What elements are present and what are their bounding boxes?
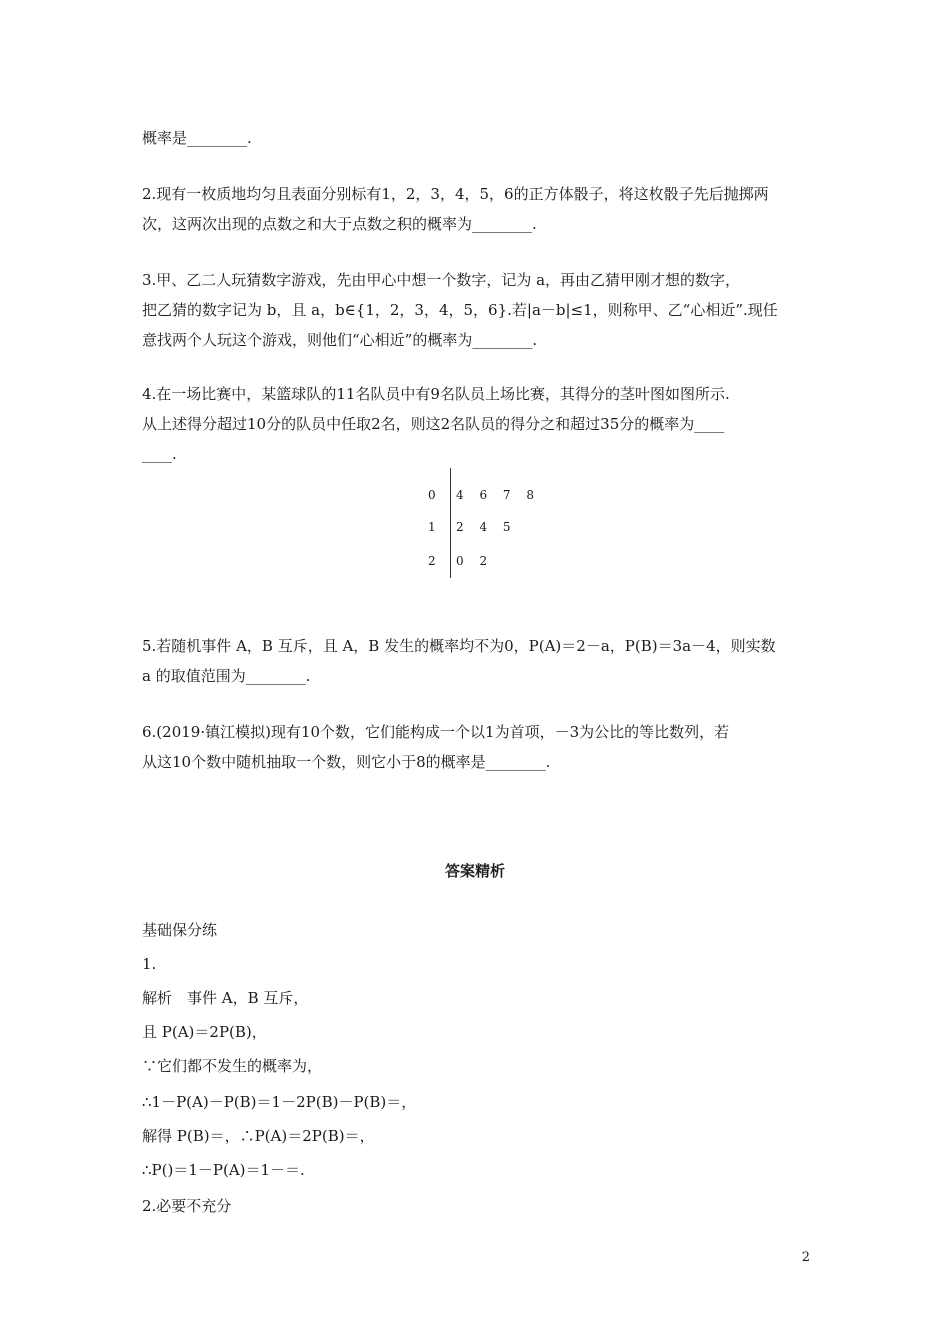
answer-line: 且 P(A)＝2P(B)，: [142, 1023, 267, 1041]
text-line: 6.(2019·镇江模拟)现有10个数，它们能构成一个以1为首项，－3为公比的等比数列，若: [142, 723, 730, 741]
stem-leaf-plot: [420, 468, 540, 578]
answer-title: 答案精析: [444, 862, 505, 880]
page-number: 2: [801, 1250, 810, 1265]
answer-line: 解析 事件 A，B 互斥，: [142, 989, 309, 1007]
leaves-1: 2 4 5: [456, 520, 517, 534]
text-line: 把乙猜的数字记为 b，且 a，b∈{1，2，3，4，5，6}.若|a－b|≤1，则称甲、乙“心相近”.现任: [142, 301, 778, 319]
text-line: ____.: [142, 445, 177, 463]
text-line: 概率是________.: [142, 129, 252, 147]
answer-line: 2.必要不充分: [142, 1197, 232, 1215]
stem-0: 0: [428, 488, 436, 502]
text-line: a 的取值范围为________.: [142, 667, 311, 685]
answer-line: 基础保分练: [142, 921, 218, 939]
text-line: 意找两个人玩这个游戏，则他们“心相近”的概率为________.: [142, 331, 538, 349]
text-line: 次，这两次出现的点数之和大于点数之积的概率为________.: [142, 215, 537, 233]
text-line: 4.在一场比赛中，某篮球队的11名队员中有9名队员上场比赛，其得分的茎叶图如图所示.: [142, 385, 730, 403]
stem-divider: [450, 468, 451, 578]
stem-2: 2: [428, 554, 436, 568]
text-line: 5.若随机事件 A，B 互斥，且 A，B 发生的概率均不为0，P(A)＝2－a，P(B)＝3a－4，则实数: [142, 637, 776, 655]
text-line: 2.现有一枚质地均匀且表面分别标有1，2，3，4，5，6的正方体骰子，将这枚骰子先后抛掷两: [142, 185, 769, 203]
answer-line: ∵它们都不发生的概率为，: [142, 1057, 323, 1075]
answer-line: ∴1－P(A)－P(B)＝1－2P(B)－P(B)＝，: [142, 1093, 417, 1111]
answer-line: 解得 P(B)＝，∴P(A)＝2P(B)＝，: [142, 1127, 375, 1145]
leaves-2: 0 2: [456, 554, 494, 568]
text-line: 从这10个数中随机抽取一个数，则它小于8的概率是________.: [142, 753, 551, 771]
answer-line: 1.: [142, 955, 157, 973]
text-line: 3.甲、乙二人玩猜数字游戏，先由甲心中想一个数字，记为 a，再由乙猜甲刚才想的数字，: [142, 271, 741, 289]
stem-1: 1: [428, 520, 436, 534]
text-line: 从上述得分超过10分的队员中任取2名，则这2名队员的得分之和超过35分的概率为____: [142, 415, 725, 433]
answer-line: ∴P()＝1－P(A)＝1－＝.: [142, 1161, 305, 1179]
leaves-0: 4 6 7 8: [456, 488, 540, 502]
